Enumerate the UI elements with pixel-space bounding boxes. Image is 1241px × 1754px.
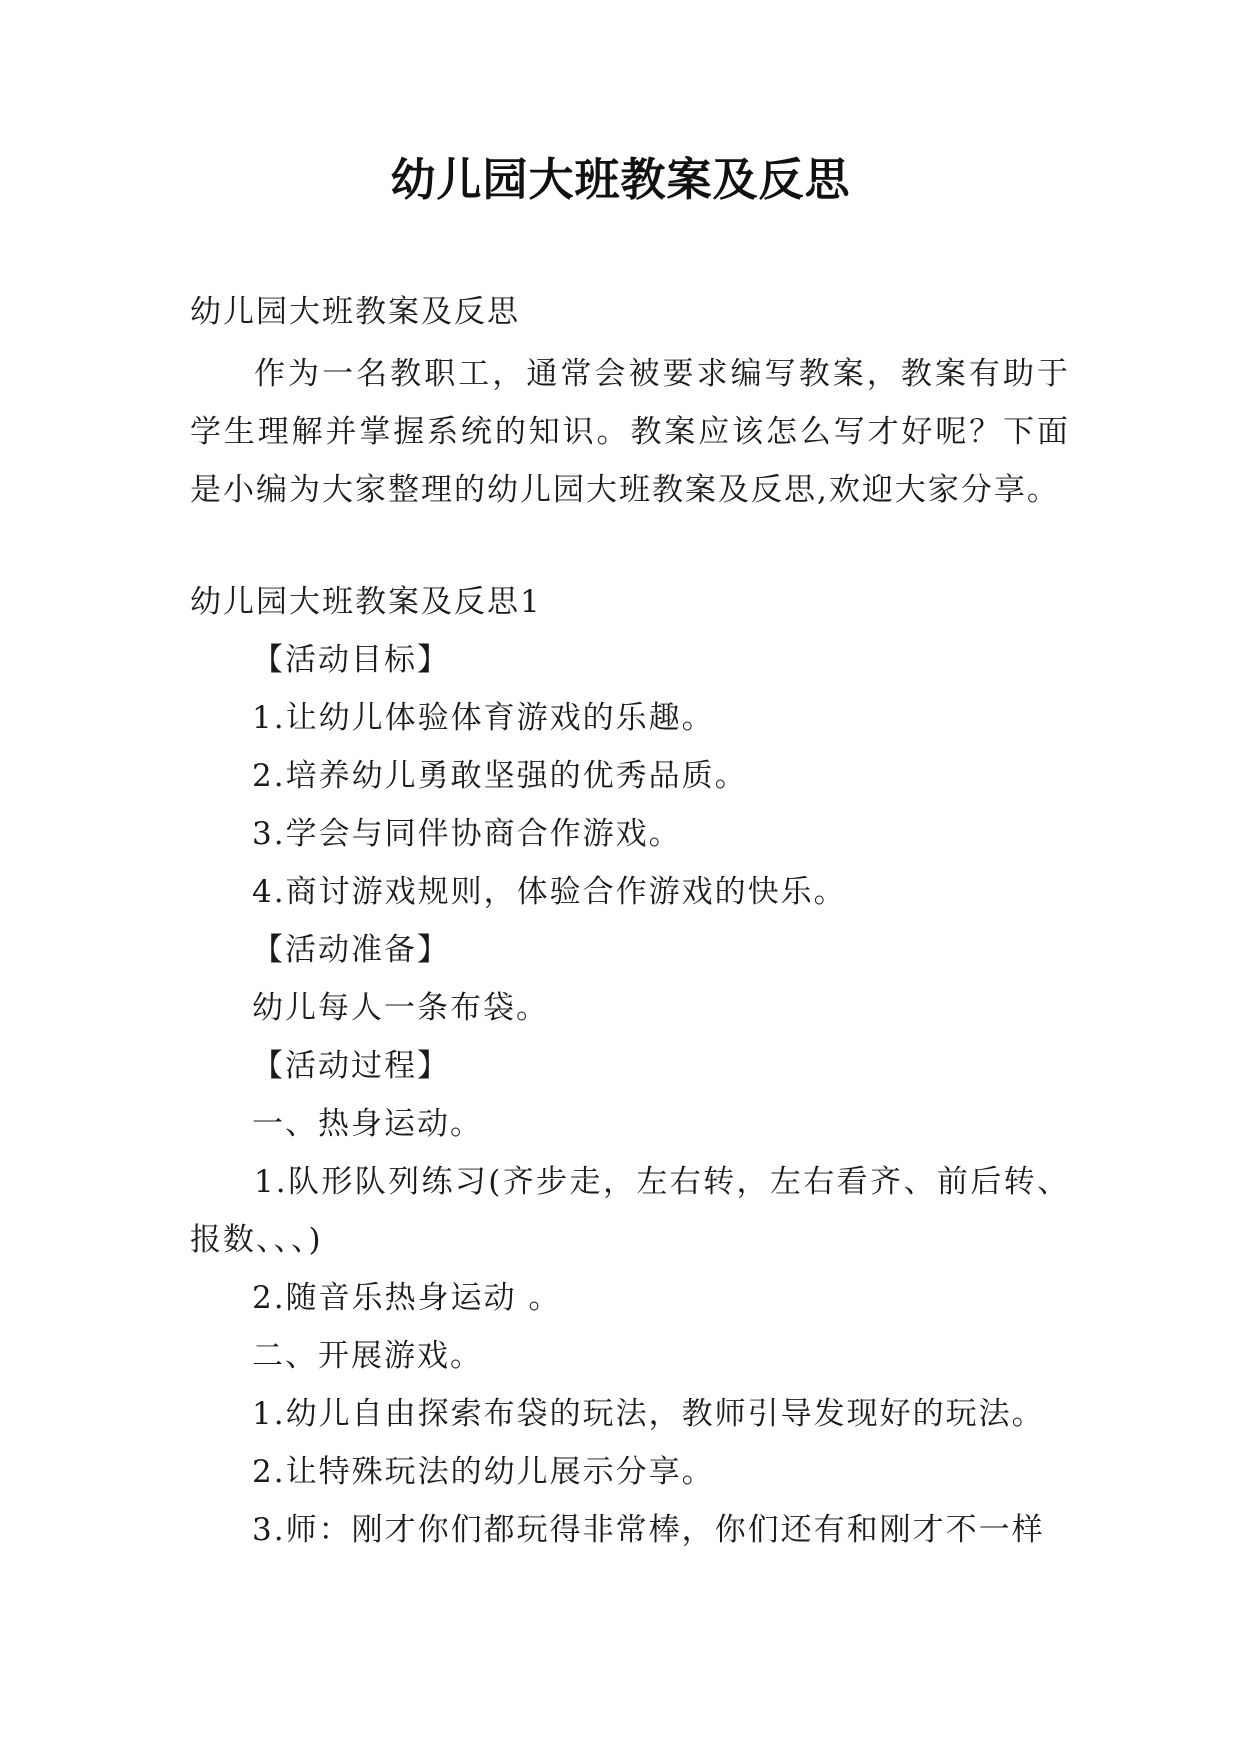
prep-heading: 【活动准备】 bbox=[252, 932, 450, 968]
step-heading: 二、开展游戏。 bbox=[252, 1338, 483, 1374]
step-item: 3.师：刚才你们都玩得非常棒，你们还有和刚才不一样 bbox=[252, 1512, 1045, 1548]
step-item: 1.幼儿自由探索布袋的玩法，教师引导发现好的玩法。 bbox=[252, 1396, 1045, 1432]
goal-item: 3.学会与同伴协商合作游戏。 bbox=[252, 816, 682, 852]
goal-item: 1.让幼儿体验体育游戏的乐趣。 bbox=[252, 700, 715, 736]
step-item: 2.让特殊玩法的幼儿展示分享。 bbox=[252, 1454, 715, 1490]
step-text: 1.队形队列练习(齐步走，左右转，左右看齐、前后转、报数、、、) bbox=[190, 1164, 1070, 1258]
goal-item: 2.培养幼儿勇敢坚强的优秀品质。 bbox=[252, 758, 748, 794]
goal-item: 4.商讨游戏规则，体验合作游戏的快乐。 bbox=[252, 874, 847, 910]
step-paragraph bbox=[190, 1153, 1070, 1269]
step-heading: 一、热身运动。 bbox=[252, 1106, 483, 1142]
document-subtitle: 幼儿园大班教案及反思 bbox=[190, 294, 520, 330]
section-heading: 幼儿园大班教案及反思1 bbox=[190, 584, 542, 620]
prep-text: 幼儿每人一条布袋。 bbox=[252, 990, 549, 1026]
step-item: 2.随音乐热身运动 。 bbox=[252, 1280, 562, 1316]
intro-paragraph bbox=[190, 345, 1070, 519]
goals-heading: 【活动目标】 bbox=[252, 642, 450, 678]
process-heading: 【活动过程】 bbox=[252, 1048, 450, 1084]
intro-text: 作为一名教职工，通常会被要求编写教案，教案有助于学生理解并掌握系统的知识。教案应该怎么写才好呢？下面是小编为大家整理的幼儿园大班教案及反思,欢迎大家分享。 bbox=[190, 356, 1070, 508]
document-title: 幼儿园大班教案及反思 bbox=[390, 153, 851, 206]
